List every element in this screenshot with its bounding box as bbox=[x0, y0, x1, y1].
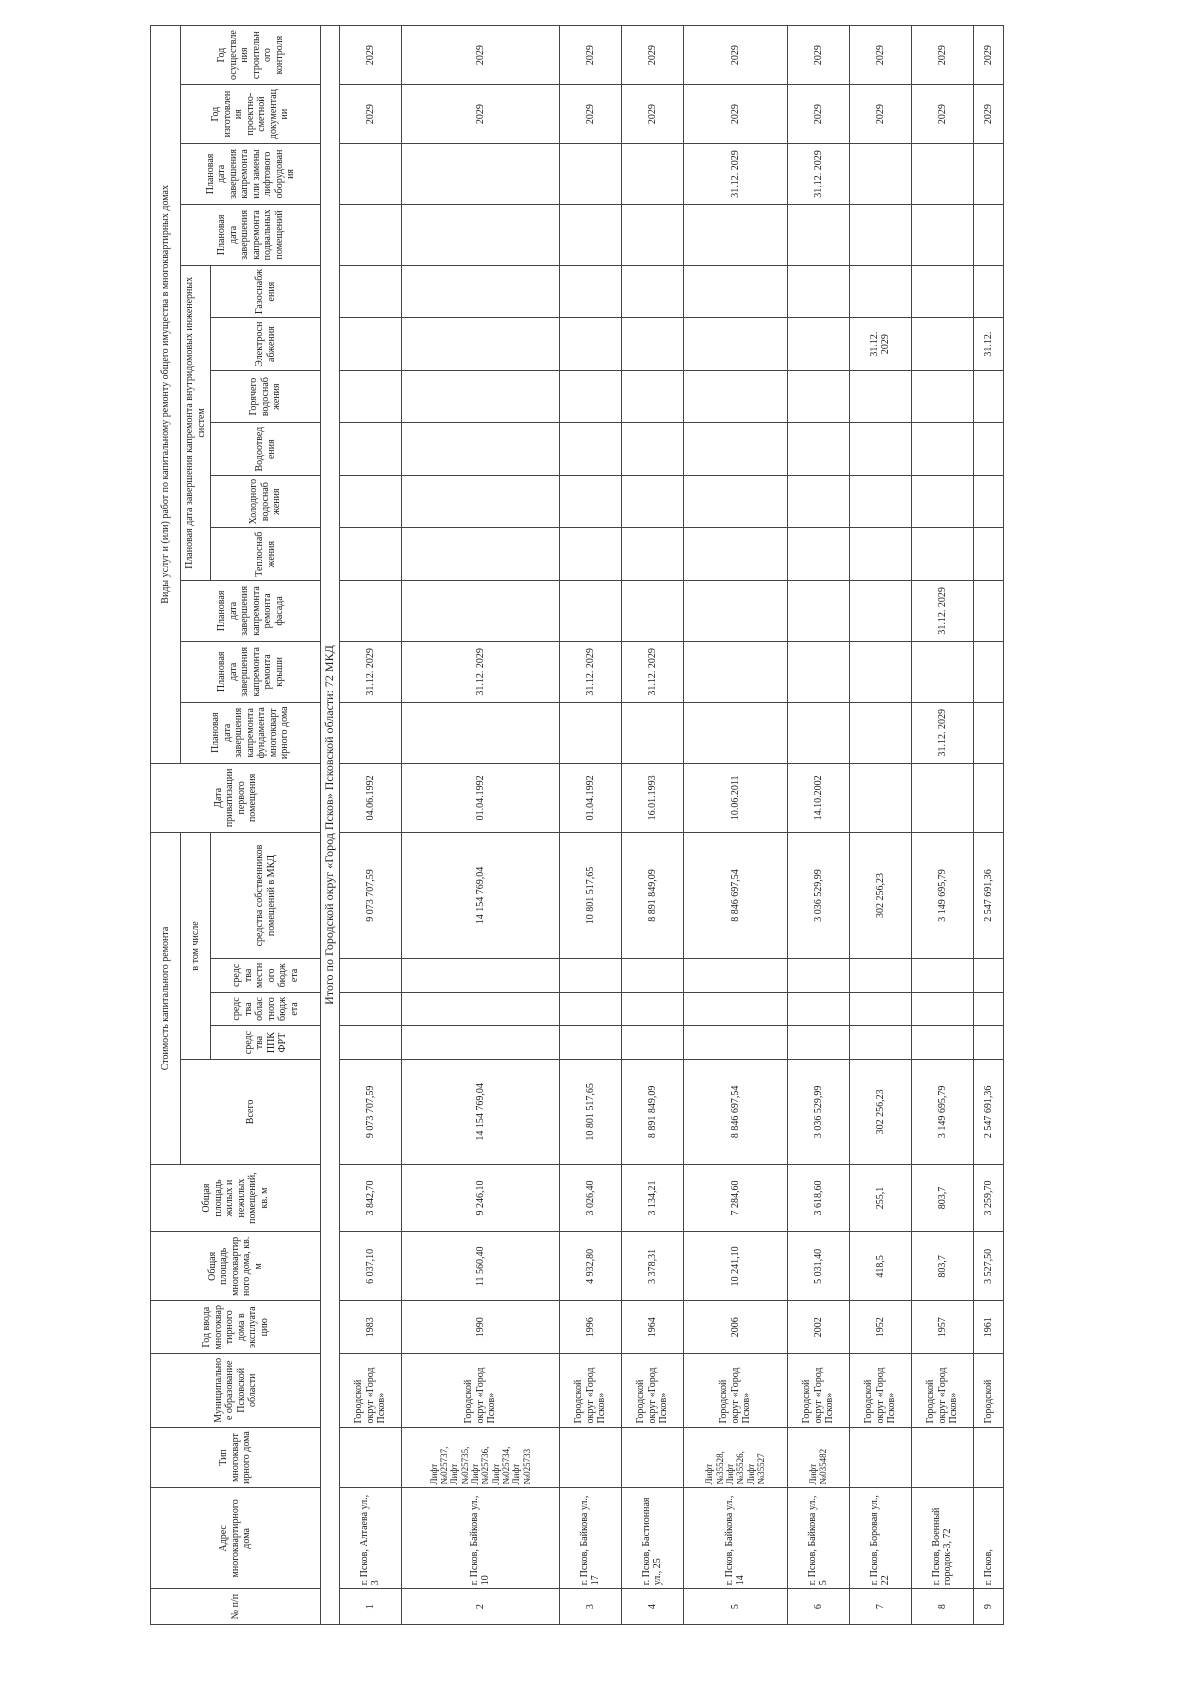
row-gas bbox=[849, 265, 911, 318]
row-gas bbox=[559, 265, 621, 318]
row-cold-water bbox=[787, 475, 849, 528]
row-lift bbox=[621, 143, 683, 204]
col-drainage: Водоотведения bbox=[211, 423, 321, 476]
row-basement bbox=[559, 204, 621, 265]
row-cost-regional bbox=[339, 992, 401, 1026]
row-municipality: Городской bbox=[973, 1354, 1003, 1428]
row-cost-fund bbox=[621, 1026, 683, 1060]
row-electric bbox=[401, 318, 559, 371]
row-foundation: 31.12. 2029 bbox=[911, 702, 973, 763]
row-type bbox=[911, 1427, 973, 1488]
row-type: Лифт №025737, Лифт №025735, Лифт №025736, Лифт №025734, Лифт №025733 bbox=[401, 1427, 559, 1488]
table-row bbox=[621, 26, 683, 1625]
row-foundation bbox=[849, 702, 911, 763]
row-address: г. Псков, Боровая ул., 22 bbox=[849, 1488, 911, 1589]
row-hot-water bbox=[683, 370, 787, 423]
row-cold-water bbox=[973, 475, 1003, 528]
row-cost-regional bbox=[787, 992, 849, 1026]
row-cost-regional bbox=[973, 992, 1003, 1026]
row-privatization: 04.06.1992 bbox=[339, 763, 401, 832]
row-municipality: Городской округ «Город Псков» bbox=[911, 1354, 973, 1428]
row-cost-regional bbox=[683, 992, 787, 1026]
row-roof bbox=[849, 641, 911, 702]
row-basement bbox=[401, 204, 559, 265]
table-row bbox=[911, 26, 973, 1625]
row-design-year: 2029 bbox=[559, 85, 621, 144]
row-control-year: 2029 bbox=[621, 26, 683, 85]
col-type: Тип многоквартирного дома bbox=[151, 1427, 321, 1488]
col-engineering-group: Плановая дата завершения капремонта внутридомовых инженерных систем bbox=[181, 265, 211, 580]
row-address: г. Псков, Байкова ул., 14 bbox=[683, 1488, 787, 1589]
row-hot-water bbox=[911, 370, 973, 423]
row-area-premises: 3 618,60 bbox=[787, 1164, 849, 1231]
row-municipality: Городской округ «Город Псков» bbox=[849, 1354, 911, 1428]
row-cost-local bbox=[621, 959, 683, 993]
row-lift bbox=[559, 143, 621, 204]
row-drainage bbox=[787, 423, 849, 476]
row-gas bbox=[339, 265, 401, 318]
row-cold-water bbox=[339, 475, 401, 528]
row-roof bbox=[973, 641, 1003, 702]
col-electric: Электроснабжения bbox=[211, 318, 321, 371]
row-privatization bbox=[973, 763, 1003, 832]
row-foundation bbox=[683, 702, 787, 763]
row-type bbox=[339, 1427, 401, 1488]
row-design-year: 2029 bbox=[683, 85, 787, 144]
row-area-premises: 3 259,70 bbox=[973, 1164, 1003, 1231]
row-municipality: Городской округ «Город Псков» bbox=[683, 1354, 787, 1428]
row-design-year: 2029 bbox=[787, 85, 849, 144]
row-hot-water bbox=[973, 370, 1003, 423]
row-cost-fund bbox=[559, 1026, 621, 1060]
row-year-built: 1957 bbox=[911, 1301, 973, 1354]
row-basement bbox=[973, 204, 1003, 265]
row-basement bbox=[339, 204, 401, 265]
row-type bbox=[973, 1427, 1003, 1488]
row-design-year: 2029 bbox=[911, 85, 973, 144]
row-privatization: 01.04.1992 bbox=[401, 763, 559, 832]
row-cost-local bbox=[787, 959, 849, 993]
row-cost-fund bbox=[339, 1026, 401, 1060]
row-control-year: 2029 bbox=[787, 26, 849, 85]
row-lift bbox=[401, 143, 559, 204]
table-row bbox=[787, 26, 849, 1625]
col-cost-total: Всего bbox=[181, 1059, 321, 1164]
row-roof: 31.12. 2029 bbox=[621, 641, 683, 702]
row-cost-owners: 9 073 707,59 bbox=[339, 833, 401, 959]
row-cost-owners: 2 547 691,36 bbox=[973, 833, 1003, 959]
row-num: 5 bbox=[683, 1589, 787, 1625]
row-cost-owners: 14 154 769,04 bbox=[401, 833, 559, 959]
row-lift: 31.12. 2029 bbox=[683, 143, 787, 204]
row-area-premises: 9 246,10 bbox=[401, 1164, 559, 1231]
col-cold-water: Холодного водоснабжения bbox=[211, 475, 321, 528]
row-drainage bbox=[339, 423, 401, 476]
row-electric bbox=[621, 318, 683, 371]
row-num: 1 bbox=[339, 1589, 401, 1625]
row-address: г. Псков, Военный городок-3, 72 bbox=[911, 1488, 973, 1589]
row-roof: 31.12. 2029 bbox=[559, 641, 621, 702]
row-address: г. Псков, Байкова ул., 5 bbox=[787, 1488, 849, 1589]
row-privatization: 01.04.1992 bbox=[559, 763, 621, 832]
row-num: 6 bbox=[787, 1589, 849, 1625]
row-address: г. Псков, Байкова ул., 17 bbox=[559, 1488, 621, 1589]
row-area-total: 5 031,40 bbox=[787, 1232, 849, 1301]
row-lift bbox=[339, 143, 401, 204]
row-cost-fund bbox=[401, 1026, 559, 1060]
col-design-year: Год изготовления проектно-сметной документации bbox=[181, 85, 321, 144]
row-address: г. Псков, Бастионная ул., 25 bbox=[621, 1488, 683, 1589]
row-cost-regional bbox=[621, 992, 683, 1026]
row-area-premises: 3 842,70 bbox=[339, 1164, 401, 1231]
row-design-year: 2029 bbox=[339, 85, 401, 144]
row-heat bbox=[911, 528, 973, 581]
row-num: 3 bbox=[559, 1589, 621, 1625]
row-hot-water bbox=[849, 370, 911, 423]
row-municipality: Городской округ «Город Псков» bbox=[401, 1354, 559, 1428]
row-facade bbox=[973, 580, 1003, 641]
row-gas bbox=[621, 265, 683, 318]
row-facade bbox=[401, 580, 559, 641]
row-cost-total: 302 256,23 bbox=[849, 1059, 911, 1164]
row-facade bbox=[621, 580, 683, 641]
row-num: 7 bbox=[849, 1589, 911, 1625]
row-cost-local bbox=[683, 959, 787, 993]
row-num: 4 bbox=[621, 1589, 683, 1625]
row-address: г. Псков, Байкова ул., 10 bbox=[401, 1488, 559, 1589]
row-heat bbox=[973, 528, 1003, 581]
row-control-year: 2029 bbox=[849, 26, 911, 85]
row-cost-local bbox=[973, 959, 1003, 993]
row-year-built: 1996 bbox=[559, 1301, 621, 1354]
row-design-year: 2029 bbox=[621, 85, 683, 144]
row-cost-total: 14 154 769,04 bbox=[401, 1059, 559, 1164]
row-cost-regional bbox=[401, 992, 559, 1026]
row-area-premises: 7 284,60 bbox=[683, 1164, 787, 1231]
row-drainage bbox=[849, 423, 911, 476]
row-drainage bbox=[401, 423, 559, 476]
row-cost-local bbox=[911, 959, 973, 993]
row-type bbox=[849, 1427, 911, 1488]
col-heat: Теплоснабжения bbox=[211, 528, 321, 581]
row-area-total: 10 241,10 bbox=[683, 1232, 787, 1301]
row-privatization bbox=[849, 763, 911, 832]
table-row bbox=[339, 26, 401, 1625]
col-gas: Газоснабжения bbox=[211, 265, 321, 318]
row-cold-water bbox=[559, 475, 621, 528]
row-lift: 31.12. 2029 bbox=[787, 143, 849, 204]
row-num: 9 bbox=[973, 1589, 1003, 1625]
col-foundation: Плановая дата завершения капремонта фундамента многоквартирного дома bbox=[181, 702, 321, 763]
row-cold-water bbox=[621, 475, 683, 528]
row-privatization bbox=[911, 763, 973, 832]
row-lift bbox=[849, 143, 911, 204]
table-row bbox=[849, 26, 911, 1625]
row-lift bbox=[973, 143, 1003, 204]
col-cost-owners: средства собственников помещений в МКД bbox=[211, 833, 321, 959]
row-heat bbox=[787, 528, 849, 581]
row-cost-regional bbox=[911, 992, 973, 1026]
row-drainage bbox=[911, 423, 973, 476]
row-hot-water bbox=[559, 370, 621, 423]
row-year-built: 1990 bbox=[401, 1301, 559, 1354]
row-year-built: 1952 bbox=[849, 1301, 911, 1354]
table-row bbox=[683, 26, 787, 1625]
row-cost-fund bbox=[849, 1026, 911, 1060]
row-area-total: 11 560,40 bbox=[401, 1232, 559, 1301]
row-basement bbox=[911, 204, 973, 265]
row-design-year: 2029 bbox=[849, 85, 911, 144]
row-lift bbox=[911, 143, 973, 204]
col-hot-water: Горячего водоснабжения bbox=[211, 370, 321, 423]
row-year-built: 2002 bbox=[787, 1301, 849, 1354]
row-area-total: 6 037,10 bbox=[339, 1232, 401, 1301]
row-address: г. Псков, Алтаева ул., 3 bbox=[339, 1488, 401, 1589]
row-municipality: Городской округ «Город Псков» bbox=[339, 1354, 401, 1428]
row-hot-water bbox=[339, 370, 401, 423]
row-heat bbox=[401, 528, 559, 581]
col-lift: Плановая дата завершения капремонта или замены лифтового оборудования bbox=[181, 143, 321, 204]
col-privatization: Дата приватизации первого помещения bbox=[151, 763, 321, 832]
row-area-premises: 3 134,21 bbox=[621, 1164, 683, 1231]
row-privatization: 16.01.1993 bbox=[621, 763, 683, 832]
row-foundation bbox=[339, 702, 401, 763]
row-control-year: 2029 bbox=[401, 26, 559, 85]
row-electric bbox=[787, 318, 849, 371]
row-electric bbox=[911, 318, 973, 371]
row-area-total: 4 932,80 bbox=[559, 1232, 621, 1301]
row-cost-fund bbox=[911, 1026, 973, 1060]
row-hot-water bbox=[401, 370, 559, 423]
row-roof: 31.12. 2029 bbox=[339, 641, 401, 702]
row-gas bbox=[401, 265, 559, 318]
row-year-built: 2006 bbox=[683, 1301, 787, 1354]
row-year-built: 1964 bbox=[621, 1301, 683, 1354]
row-hot-water bbox=[787, 370, 849, 423]
row-cost-total: 2 547 691,36 bbox=[973, 1059, 1003, 1164]
row-privatization: 14.10.2002 bbox=[787, 763, 849, 832]
row-cost-local bbox=[401, 959, 559, 993]
row-heat bbox=[849, 528, 911, 581]
row-roof bbox=[683, 641, 787, 702]
row-control-year: 2029 bbox=[911, 26, 973, 85]
row-gas bbox=[911, 265, 973, 318]
row-hot-water bbox=[621, 370, 683, 423]
row-gas bbox=[973, 265, 1003, 318]
row-area-total: 418,5 bbox=[849, 1232, 911, 1301]
col-cost-local: средства местного бюджета bbox=[211, 959, 321, 993]
row-cost-fund bbox=[683, 1026, 787, 1060]
row-municipality: Городской округ «Город Псков» bbox=[621, 1354, 683, 1428]
row-type: Лифт №35528, Лифт №35526, Лифт №35527 bbox=[683, 1427, 787, 1488]
row-heat bbox=[559, 528, 621, 581]
col-basement: Плановая дата завершения капремонта подвальных помещений bbox=[181, 204, 321, 265]
row-control-year: 2029 bbox=[973, 26, 1003, 85]
row-cost-total: 9 073 707,59 bbox=[339, 1059, 401, 1164]
row-cost-fund bbox=[787, 1026, 849, 1060]
row-cold-water bbox=[683, 475, 787, 528]
row-cost-total: 8 846 697,54 bbox=[683, 1059, 787, 1164]
row-year-built: 1983 bbox=[339, 1301, 401, 1354]
row-basement bbox=[787, 204, 849, 265]
row-municipality: Городской округ «Город Псков» bbox=[559, 1354, 621, 1428]
row-cost-regional bbox=[559, 992, 621, 1026]
row-cost-total: 8 891 849,09 bbox=[621, 1059, 683, 1164]
row-area-total: 3 527,50 bbox=[973, 1232, 1003, 1301]
row-cold-water bbox=[401, 475, 559, 528]
row-type bbox=[621, 1427, 683, 1488]
row-cost-total: 3 149 695,79 bbox=[911, 1059, 973, 1164]
row-heat bbox=[683, 528, 787, 581]
row-heat bbox=[621, 528, 683, 581]
row-drainage bbox=[559, 423, 621, 476]
row-drainage bbox=[621, 423, 683, 476]
row-cost-regional bbox=[849, 992, 911, 1026]
row-roof bbox=[787, 641, 849, 702]
row-facade: 31.12. 2029 bbox=[911, 580, 973, 641]
row-roof: 31.12. 2029 bbox=[401, 641, 559, 702]
row-cost-owners: 3 036 529,99 bbox=[787, 833, 849, 959]
row-control-year: 2029 bbox=[559, 26, 621, 85]
row-foundation bbox=[559, 702, 621, 763]
col-roof: Плановая дата завершения капремонта ремонта крыши bbox=[181, 641, 321, 702]
row-facade bbox=[683, 580, 787, 641]
row-num: 8 bbox=[911, 1589, 973, 1625]
row-foundation bbox=[621, 702, 683, 763]
rotated-sheet bbox=[150, 25, 1200, 1625]
col-area-premises: Общая площадь жилых и нежилых помещений, кв. м bbox=[151, 1164, 321, 1231]
row-cost-total: 3 036 529,99 bbox=[787, 1059, 849, 1164]
row-num: 2 bbox=[401, 1589, 559, 1625]
col-municipality: Муниципальное образование Псковской области bbox=[151, 1354, 321, 1428]
row-area-premises: 803,7 bbox=[911, 1164, 973, 1231]
row-basement bbox=[849, 204, 911, 265]
capital-repair-table bbox=[150, 25, 1004, 1625]
row-cost-owners: 8 891 849,09 bbox=[621, 833, 683, 959]
row-area-premises: 3 026,40 bbox=[559, 1164, 621, 1231]
row-address: г. Псков, bbox=[973, 1488, 1003, 1589]
row-gas bbox=[683, 265, 787, 318]
row-facade bbox=[559, 580, 621, 641]
row-design-year: 2029 bbox=[401, 85, 559, 144]
row-control-year: 2029 bbox=[683, 26, 787, 85]
table-row bbox=[401, 26, 559, 1625]
row-foundation bbox=[787, 702, 849, 763]
row-basement bbox=[683, 204, 787, 265]
row-cost-fund bbox=[973, 1026, 1003, 1060]
row-drainage bbox=[683, 423, 787, 476]
row-electric: 31.12. 2029 bbox=[849, 318, 911, 371]
row-cost-local bbox=[849, 959, 911, 993]
row-cost-owners: 8 846 697,54 bbox=[683, 833, 787, 959]
col-facade: Плановая дата завершения капремонта ремонта фасада bbox=[181, 580, 321, 641]
row-cost-owners: 302 256,23 bbox=[849, 833, 911, 959]
col-cost-fund: средства ППК ФРТ bbox=[211, 1026, 321, 1060]
row-cost-local bbox=[559, 959, 621, 993]
col-area-total: Общая площадь многоквартирного дома, кв. м bbox=[151, 1232, 321, 1301]
row-foundation bbox=[401, 702, 559, 763]
row-control-year: 2029 bbox=[339, 26, 401, 85]
row-year-built: 1961 bbox=[973, 1301, 1003, 1354]
row-cold-water bbox=[849, 475, 911, 528]
col-in-that-number: в том числе bbox=[181, 833, 211, 1060]
row-cost-owners: 10 801 517,65 bbox=[559, 833, 621, 959]
row-municipality: Городской округ «Город Псков» bbox=[787, 1354, 849, 1428]
row-facade bbox=[849, 580, 911, 641]
row-cost-owners: 3 149 695,79 bbox=[911, 833, 973, 959]
col-address: Адрес многоквартирного дома bbox=[151, 1488, 321, 1589]
row-cold-water bbox=[911, 475, 973, 528]
row-electric bbox=[339, 318, 401, 371]
row-electric bbox=[683, 318, 787, 371]
row-type bbox=[559, 1427, 621, 1488]
row-facade bbox=[787, 580, 849, 641]
row-design-year: 2029 bbox=[973, 85, 1003, 144]
row-roof bbox=[911, 641, 973, 702]
col-control-year: Год осуществления строительного контроля bbox=[181, 26, 321, 85]
col-works-group: Виды услуг и (или) работ по капитальному ремонту общего имущества в многоквартирных домах bbox=[151, 26, 181, 764]
row-cost-total: 10 801 517,65 bbox=[559, 1059, 621, 1164]
col-num: № п/п bbox=[151, 1589, 321, 1625]
row-privatization: 10.06.2011 bbox=[683, 763, 787, 832]
municipality-total-title: Итого по Городской округ «Город Псков» Псковской области: 72 МКД bbox=[321, 26, 340, 1625]
row-heat bbox=[339, 528, 401, 581]
row-drainage bbox=[973, 423, 1003, 476]
row-cost-local bbox=[339, 959, 401, 993]
row-electric bbox=[559, 318, 621, 371]
row-gas bbox=[787, 265, 849, 318]
row-area-total: 3 378,31 bbox=[621, 1232, 683, 1301]
row-basement bbox=[621, 204, 683, 265]
table-row bbox=[973, 26, 1003, 1625]
row-facade bbox=[339, 580, 401, 641]
row-area-premises: 255,1 bbox=[849, 1164, 911, 1231]
col-cost-group: Стоимость капитального ремонта bbox=[151, 833, 181, 1165]
col-year-built: Год ввода многоквартирного дома в эксплуатацию bbox=[151, 1301, 321, 1354]
table-row bbox=[559, 26, 621, 1625]
row-foundation bbox=[973, 702, 1003, 763]
row-area-total: 803,7 bbox=[911, 1232, 973, 1301]
col-cost-regional: средства областного бюджета bbox=[211, 992, 321, 1026]
row-type: Лифт №035482 bbox=[787, 1427, 849, 1488]
row-electric: 31.12. bbox=[973, 318, 1003, 371]
